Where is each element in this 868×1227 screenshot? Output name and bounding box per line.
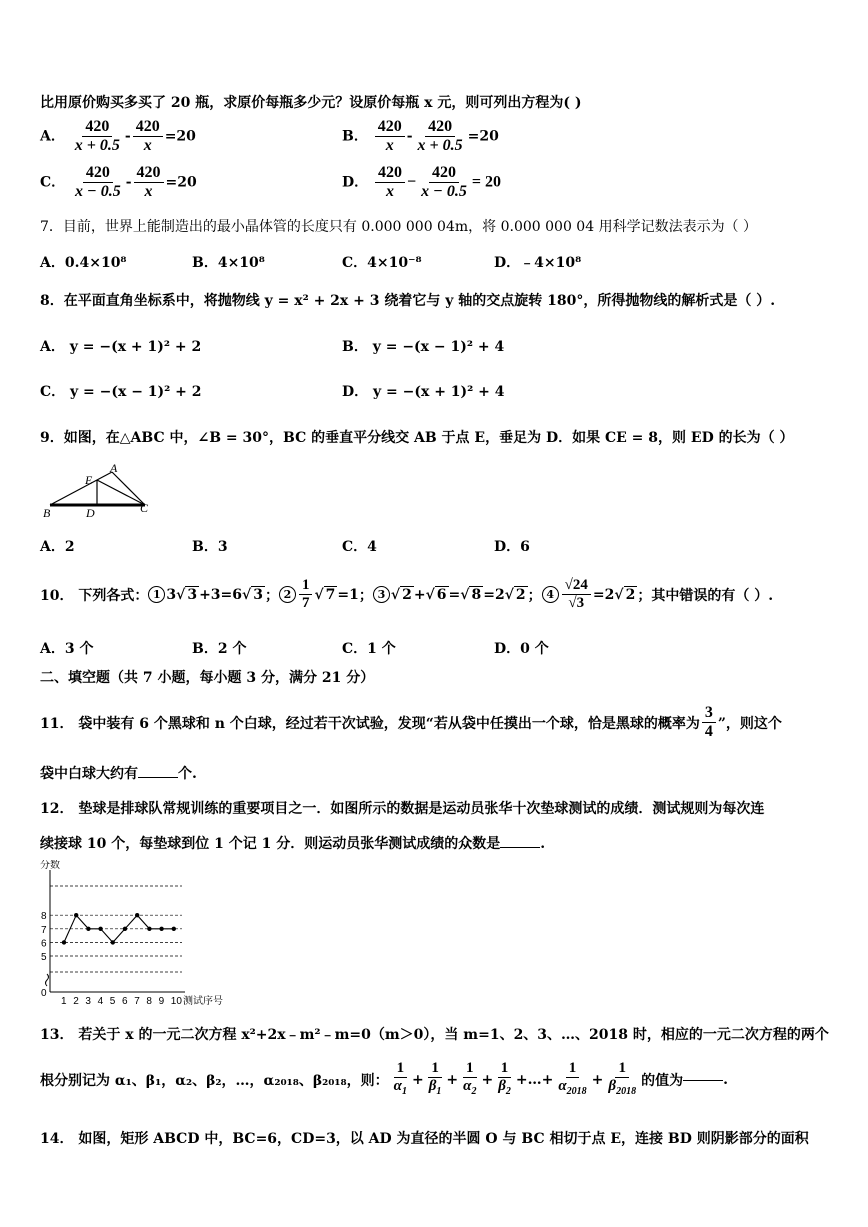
segment-ba bbox=[50, 472, 112, 505]
x-tick-label: 8 bbox=[146, 996, 152, 1005]
y-tick-label: 6 bbox=[41, 938, 47, 950]
triangle-figure bbox=[40, 460, 160, 520]
q9-option-d: D．6 bbox=[494, 539, 530, 555]
q13-line1: 13． 若关于 x 的一元二次方程 x²+2x﹣m²﹣m=0（m＞0），当 m=1、2、3、…、2018 时，相应的一元二次方程的两个 bbox=[40, 1027, 829, 1043]
q12-line2: 续接球 10 个，每垫球到位 1 个记 1 分．则运动员张华测试成绩的众数是 . bbox=[40, 836, 546, 852]
x-tick-label: 6 bbox=[122, 996, 128, 1005]
data-point bbox=[62, 940, 66, 944]
q8-option-b: B． y = −(x − 1)² + 4 bbox=[342, 339, 505, 355]
data-point bbox=[159, 927, 163, 931]
q10-option-a: A．3 个 bbox=[40, 641, 94, 657]
q12-line1: 12． 垫球是排球队常规训练的重要项目之一．如图所示的数据是运动员张华十次垫球测试的成绩．测试规则为每次连 bbox=[40, 801, 765, 817]
axis-break bbox=[46, 974, 49, 986]
q7-option-c: C．4×10⁻⁸ bbox=[342, 255, 422, 271]
label-d: D bbox=[86, 506, 95, 520]
q8-stem: 8．在平面直角坐标系中，将抛物线 y = x² + 2x + 3 绕着它与 y 轴的交点旋转 180°，所得抛物线的解析式是（ ）. bbox=[40, 293, 776, 309]
q7-option-d: D．﹣4×10⁸ bbox=[494, 255, 582, 271]
segment-ec bbox=[97, 480, 145, 505]
q10-option-c: C．1 个 bbox=[342, 641, 396, 657]
data-point bbox=[98, 927, 102, 931]
x-tick-label: 3 bbox=[85, 996, 91, 1005]
q9-option-b: B．3 bbox=[192, 539, 228, 555]
q14-line1: 14． 如图，矩形 ABCD 中，BC=6，CD=3，以 AD 为直径的半圆 O 与 BC 相切于点 E，连接 BD 则阴影部分的面积 bbox=[40, 1131, 809, 1147]
q13-line2: 根分别记为 α₁、β₁，α₂、β₂，…，α₂₀₁₈、β₂₀₁₈，则： $\frac{1}{\alpha_1}$ + $\frac{1}{\beta_1}$ + $\frac{1}{\alpha_2}$ + $\frac{1}{\beta_2}$ +…+ $\frac{1}{\alpha_{2018}}$ + $\frac{1}{\beta_{2018}}$ 的值为 . bbox=[40, 1060, 728, 1097]
q10-stem: 10． 下列各式： 1 3 √ 3 +3=6 √ 3 ； 2 $\frac{1}{7}$ √ 7 =1 ； 3 √ 2 + √ 6 = √ 8 =2 √ 2 ； 4 √ 24 √ 3 =2 √ 2 ；其中错误的有（ ）. bbox=[40, 577, 773, 612]
q6-stem: 比用原价购买多买了 20 瓶，求原价每瓶多少元？设原价每瓶 x 元，则可列出方程为( ) bbox=[40, 95, 582, 111]
x-tick-label: 4 bbox=[97, 996, 104, 1005]
label-c: C bbox=[140, 501, 149, 515]
y-tick-label: 5 bbox=[41, 952, 47, 963]
data-point bbox=[111, 940, 115, 944]
y-axis-label: 分数 bbox=[40, 860, 60, 871]
circled-number: 3 bbox=[373, 586, 390, 603]
circled-number: 2 bbox=[279, 586, 296, 603]
q9-option-c: C．4 bbox=[342, 539, 377, 555]
label-b: B bbox=[43, 506, 51, 520]
data-point bbox=[74, 913, 78, 917]
circled-number: 4 bbox=[542, 586, 559, 603]
data-point bbox=[147, 927, 151, 931]
section-heading: 二、填空题（共 7 小题，每小题 3 分，满分 21 分） bbox=[40, 670, 375, 686]
q11-line2: 袋中白球大约有 个. bbox=[40, 766, 197, 782]
x-tick-label: 7 bbox=[134, 996, 140, 1005]
score-line-chart bbox=[30, 860, 270, 1005]
q10-option-d: D．0 个 bbox=[494, 641, 549, 657]
data-point bbox=[135, 913, 139, 917]
q8-option-a: A． y = −(x + 1)² + 2 bbox=[40, 339, 202, 355]
x-tick-label: 9 bbox=[158, 996, 165, 1005]
q8-option-c: C． y = −(x − 1)² + 2 bbox=[40, 384, 202, 400]
q7-option-b: B．4×10⁸ bbox=[192, 255, 265, 271]
y-tick-label: 7 bbox=[41, 924, 47, 936]
q10-option-b: B．2 个 bbox=[192, 641, 247, 657]
answer-blank bbox=[683, 1080, 723, 1081]
x-tick-label: 10 bbox=[170, 996, 182, 1005]
data-point bbox=[123, 927, 127, 931]
q8-option-d: D． y = −(x + 1)² + 4 bbox=[342, 384, 505, 400]
label-e: E bbox=[85, 473, 93, 487]
q11-stem: 11． 袋中装有 6 个黑球和 n 个白球，经过若干次试验，发现“若从袋中任摸出一个球，恰是黑球的概率为 $\frac{3}{4}$ ”，则这个 bbox=[40, 704, 782, 740]
q7-option-a: A．0.4×10⁸ bbox=[40, 255, 127, 271]
answer-blank bbox=[138, 777, 178, 778]
q6-option-d: D． $\frac{420}{x}$ − $\frac{420}{x - 0.5}$ = 20 bbox=[342, 164, 501, 200]
data-point bbox=[172, 927, 176, 931]
y-tick-label: 8 bbox=[41, 911, 47, 923]
label-a: A bbox=[110, 461, 118, 475]
y-tick-label: 0 bbox=[41, 988, 47, 999]
q6-option-c: C． $\frac{420}{x - 0.5}$ - $\frac{420}{x}$ =20 bbox=[40, 164, 197, 200]
q6-option-b: B． $\frac{420}{x}$ - $\frac{420}{x + 0.5}$ =20 bbox=[342, 118, 499, 154]
x-tick-label: 5 bbox=[109, 996, 116, 1005]
data-point bbox=[86, 927, 90, 931]
option-label: A． bbox=[40, 128, 65, 145]
q9-stem: 9．如图，在△ABC 中，∠B = 30°，BC 的垂直平分线交 AB 于点 E，垂足为 D．如果 CE = 8，则 ED 的长为（ ） bbox=[40, 430, 794, 446]
q6-option-a: A． $\frac{420}{x + 0.5}$ - $\frac{420}{x}$ =20 bbox=[40, 118, 196, 154]
circled-number: 1 bbox=[148, 586, 165, 603]
x-axis-label: 测试序号 bbox=[183, 996, 223, 1005]
x-tick-label: 2 bbox=[73, 996, 79, 1005]
answer-blank bbox=[500, 847, 540, 848]
q9-option-a: A．2 bbox=[40, 539, 75, 555]
q7-stem: 7．目前，世界上能制造出的最小晶体管的长度只有 0.000 000 04m，将 0.000 000 04 用科学记数法表示为（ ） bbox=[40, 219, 758, 235]
x-tick-label: 1 bbox=[61, 996, 67, 1005]
